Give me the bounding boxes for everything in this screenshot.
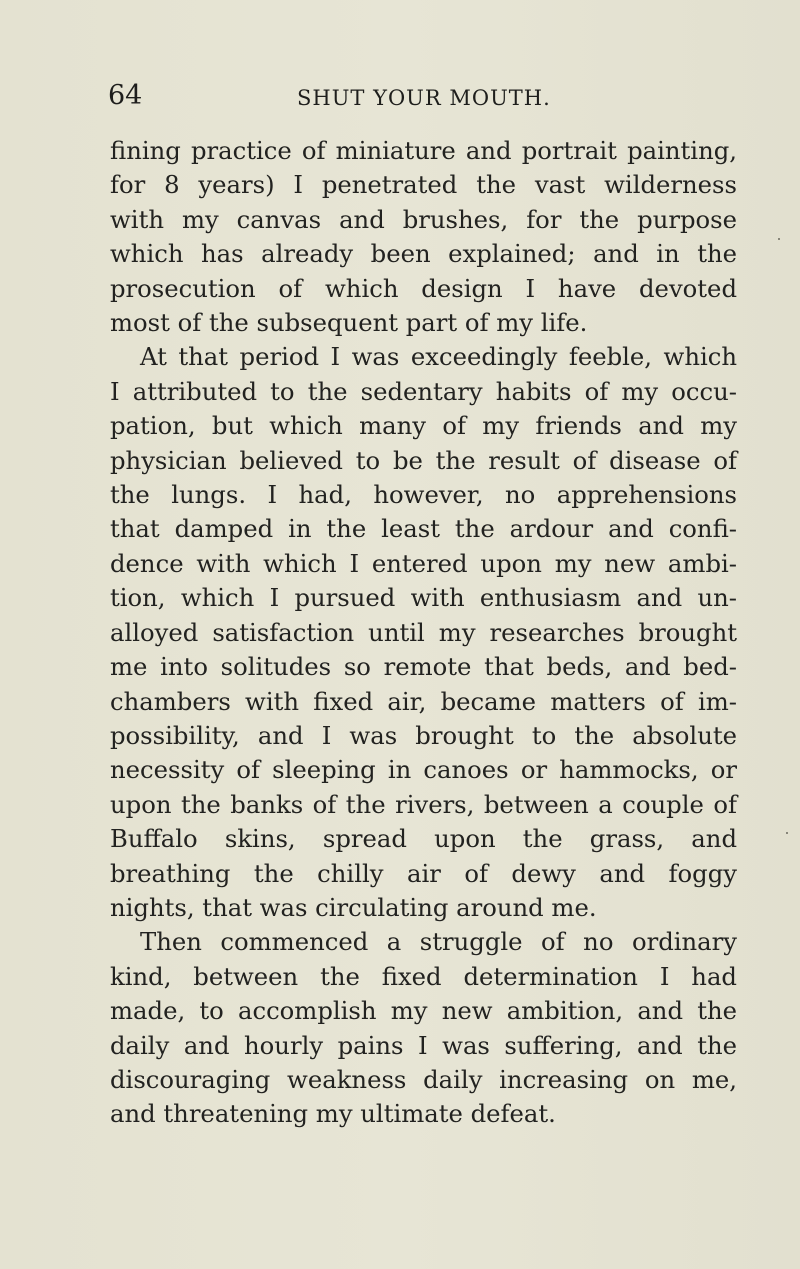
running-title: SHUT YOUR MOUTH. bbox=[297, 86, 551, 110]
page-number: 64 bbox=[108, 80, 143, 111]
text-line: upon the banks of the rivers, between a couple of bbox=[110, 789, 737, 819]
text-line: alloyed satisfaction until my researches brought bbox=[110, 617, 737, 647]
print-speck bbox=[786, 832, 788, 834]
text-line: for 8 years) I penetrated the vast wilderness bbox=[110, 170, 737, 200]
text-line: most of the subsequent part of my life. bbox=[110, 308, 588, 338]
text-line: pation, but which many of my friends and my bbox=[110, 411, 737, 441]
text-line: with my canvas and brushes, for the purpose bbox=[110, 204, 737, 234]
text-line: possibility, and I was brought to the absolute bbox=[110, 720, 737, 750]
print-speck bbox=[778, 238, 780, 240]
text-line: Buffalo skins, spread upon the grass, and bbox=[110, 824, 737, 854]
text-line: chambers with fixed air, became matters of im- bbox=[110, 686, 737, 716]
text-line: tion, which I pursued with enthusiasm and un- bbox=[110, 583, 737, 613]
text-line: that damped in the least the ardour and confi- bbox=[110, 514, 737, 544]
text-line: which has already been explained; and in the bbox=[110, 239, 737, 269]
paragraph-first-line: Then commenced a struggle of no ordinary bbox=[140, 927, 737, 957]
text-line: me into solitudes so remote that beds, and bed- bbox=[110, 652, 737, 682]
text-line: and threatening my ultimate defeat. bbox=[110, 1099, 556, 1129]
text-line: physician believed to be the result of disease of bbox=[110, 445, 737, 475]
paragraph-first-line: At that period I was exceedingly feeble, which bbox=[140, 342, 737, 372]
text-line: prosecution of which design I have devoted bbox=[110, 273, 737, 303]
text-line: discouraging weakness daily increasing on me, bbox=[110, 1064, 737, 1094]
text-line: dence with which I entered upon my new ambi- bbox=[110, 548, 737, 578]
text-line: nights, that was circulating around me. bbox=[110, 892, 597, 922]
text-line: breathing the chilly air of dewy and foggy bbox=[110, 858, 737, 888]
text-line: the lungs. I had, however, no apprehensions bbox=[110, 480, 737, 510]
text-line: fining practice of miniature and portrait painting, bbox=[110, 136, 737, 165]
text-line: kind, between the fixed determination I had bbox=[110, 961, 737, 991]
text-line: made, to accomplish my new ambition, and the bbox=[110, 996, 737, 1026]
text-line: I attributed to the sedentary habits of my occu- bbox=[110, 376, 737, 406]
body-text bbox=[110, 134, 737, 1132]
page-header bbox=[108, 78, 698, 118]
text-line: daily and hourly pains I was suffering, and the bbox=[110, 1030, 737, 1060]
text-line: necessity of sleeping in canoes or hammocks, or bbox=[110, 755, 737, 785]
